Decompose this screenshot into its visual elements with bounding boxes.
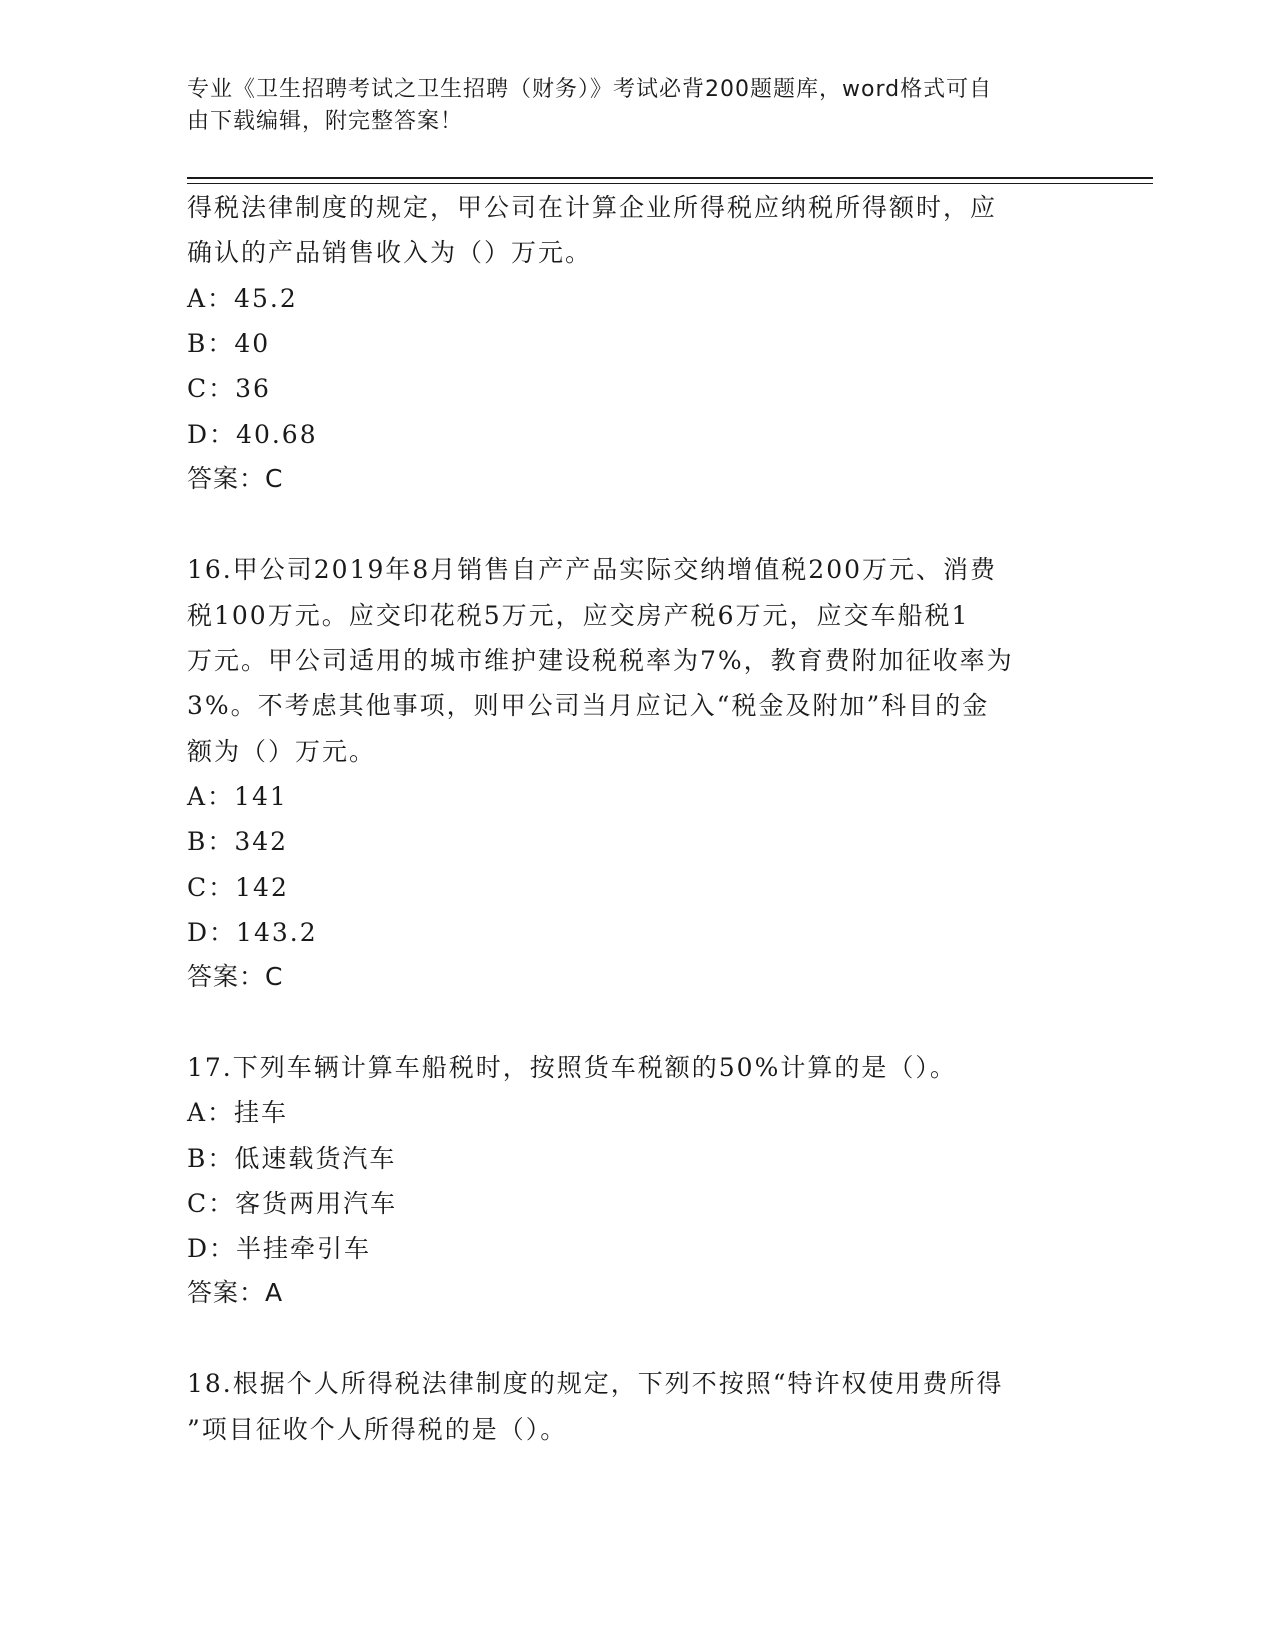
q16-answer: 答案：C	[187, 962, 284, 991]
header-line-2: 由下载编辑，附完整答案！	[187, 109, 464, 134]
q16-stem-line-4: 3%。不考虑其他事项，则甲公司当月应记入“税金及附加”科目的金	[187, 691, 990, 720]
q16-stem-line-3: 万元。甲公司适用的城市维护建设税税率为7%，教育费附加征收率为	[187, 646, 1014, 675]
q15-option-b: B：40	[187, 329, 271, 358]
q16-option-b: B：342	[187, 827, 289, 856]
q16-stem-line-1: 16.甲公司2019年8月销售自产产品实际交纳增值税200万元、消费	[187, 555, 998, 584]
q15-option-d: D：40.68	[187, 420, 318, 449]
q15-stem-line-2: 确认的产品销售收入为（）万元。	[187, 238, 593, 267]
q15-stem-line-1: 得税法律制度的规定，甲公司在计算企业所得税应纳税所得额时，应	[187, 193, 998, 222]
q17-option-c: C：客货两用汽车	[187, 1189, 398, 1218]
q17-answer: 答案：A	[187, 1278, 284, 1307]
q17-option-d: D：半挂牵引车	[187, 1234, 372, 1263]
q18-stem-line-2: ”项目征收个人所得税的是（）。	[187, 1415, 568, 1444]
q15-option-a: A：45.2	[187, 284, 298, 313]
q18-stem-line-1: 18.根据个人所得税法律制度的规定，下列不按照“特许权使用费所得	[187, 1369, 1004, 1398]
q15-answer: 答案：C	[187, 464, 284, 493]
q17-option-a: A：挂车	[187, 1098, 289, 1127]
header-line-1: 专业《卫生招聘考试之卫生招聘（财务）》考试必背200题题库，word格式可自	[187, 77, 993, 102]
q16-option-a: A：141	[187, 782, 288, 811]
q16-option-c: C：142	[187, 873, 289, 902]
q17-option-b: B：低速载货汽车	[187, 1144, 397, 1173]
q17-stem-line-1: 17.下列车辆计算车船税时，按照货车税额的50%计算的是（）。	[187, 1053, 957, 1082]
header-divider-thin	[187, 183, 1153, 184]
q15-option-c: C：36	[187, 374, 271, 403]
document-header	[187, 74, 1067, 138]
q16-stem-line-2: 税100万元。应交印花税5万元，应交房产税6万元，应交车船税1	[187, 601, 970, 630]
q16-stem-line-5: 额为（）万元。	[187, 737, 377, 766]
q16-option-d: D：143.2	[187, 918, 318, 947]
header-divider-thick	[187, 177, 1153, 179]
